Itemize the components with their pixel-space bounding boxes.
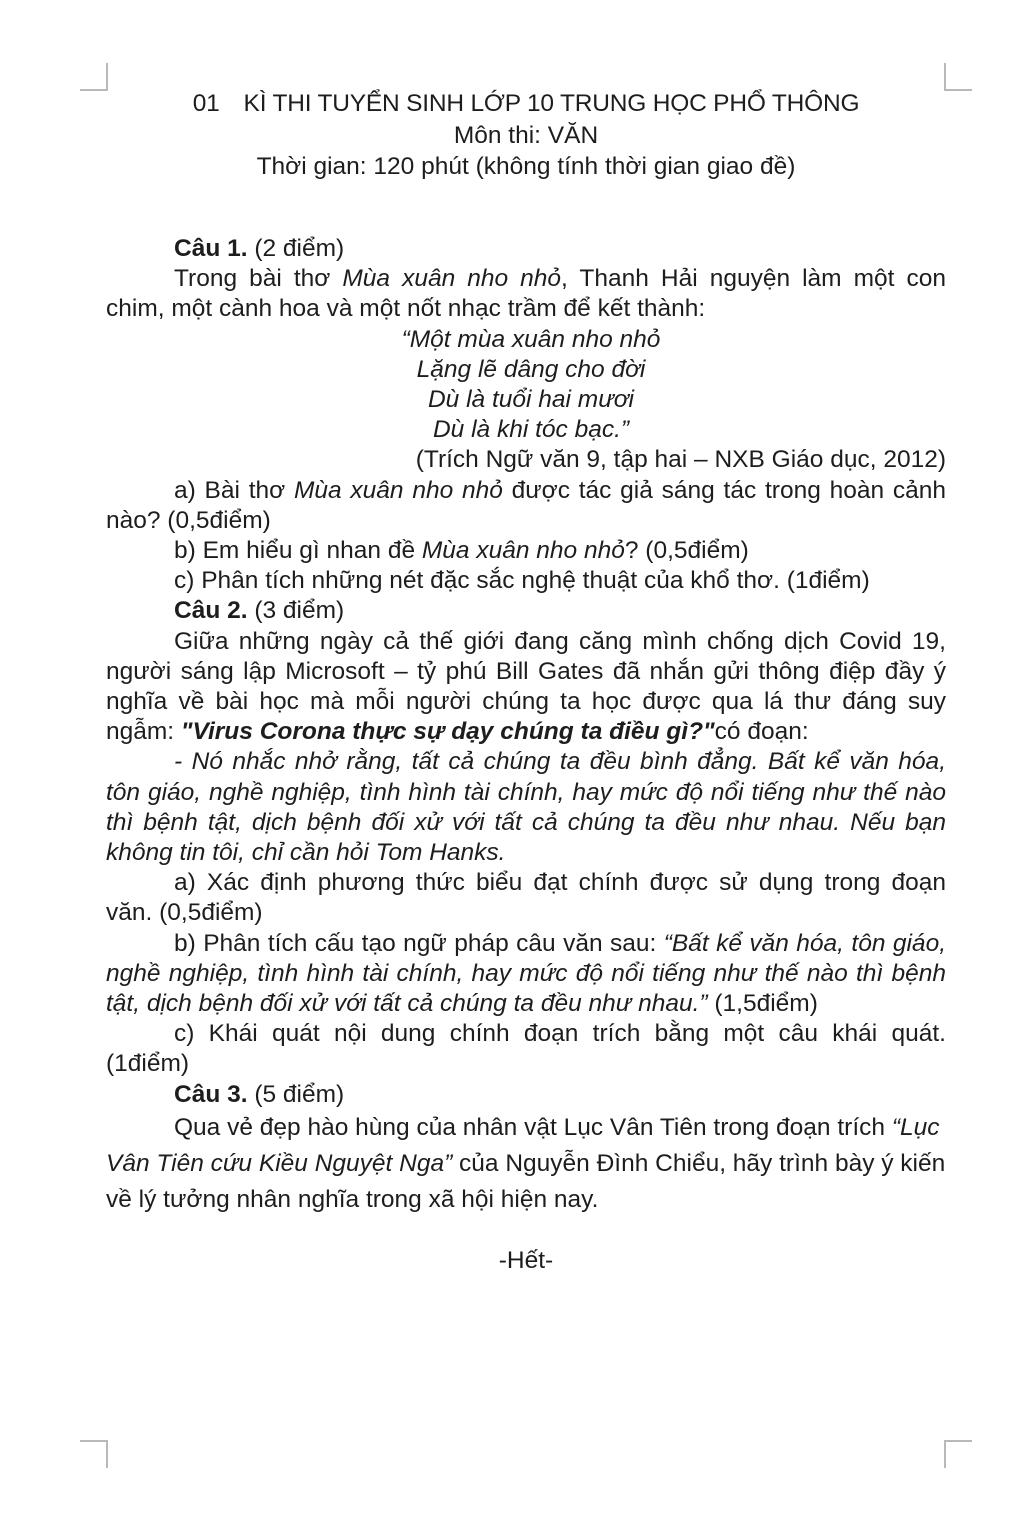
question-1-points: (2 điểm) (247, 235, 345, 262)
question-1b (106, 536, 946, 566)
question-3-text (106, 1110, 946, 1218)
exam-page (106, 88, 946, 1276)
question-2-points: (3 điểm) (247, 597, 345, 625)
exam-subject: Môn thi: VĂN (453, 122, 599, 149)
question-3-heading (106, 1080, 946, 1110)
exam-title-text: KÌ THI TUYỂN SINH LỚP 10 TRUNG HỌC PHỔ THÔNG (243, 90, 860, 117)
question-2c: c) Khái quát nội dung chính đoạn trích bằng một câu khái quát. (1điểm) (106, 1020, 946, 1078)
exam-title (106, 88, 946, 120)
question-1a (106, 476, 946, 536)
crop-mark-top-left (80, 63, 108, 91)
question-2 (106, 596, 946, 1079)
poem-line: Lặng lẽ dâng cho đời (416, 355, 646, 383)
exam-number: 01 (192, 90, 220, 117)
q3-text-title: “Lục Vân Tiên cứu Kiều Nguyệt Nga” (106, 1113, 940, 1177)
exam-header (106, 88, 946, 182)
q1a-post: được tác giả sáng tác trong hoàn cảnh nào? (0,5điểm) (106, 476, 946, 534)
q2-excerpt-text: - Nó nhắc nhở rằng, tất cả chúng ta đều bình đẳng. Bất kể văn hóa, tôn giáo, nghề nghiệp, tình hình tài chính, hay mức độ nổi tiếng như thế nào thì bệnh tật, dịch bệnh đối xử với tất cả chúng ta đều như nhau. Nếu bạn không tin tôi, chỉ cần hỏi Tom Hanks. (106, 748, 946, 867)
crop-mark-top-right (944, 63, 972, 91)
question-2a: a) Xác định phương thức biểu đạt chính được sử dụng trong đoạn văn. (0,5điểm) (106, 869, 946, 927)
question-3-points: (5 điểm) (247, 1080, 345, 1108)
question-2-excerpt (106, 747, 946, 868)
q2b-quote: “Bất kể văn hóa, tôn giáo, nghề nghiệp, tình hình tài chính, hay mức độ nổi tiếng như thế nào thì bệnh tật, dịch bệnh đối xử với tất cả chúng ta đều như nhau.” (106, 929, 946, 1018)
q1-intro-title: Mùa xuân nho nhỏ (342, 265, 562, 293)
exam-time: Thời gian: 120 phút (không tính thời gian giao đề) (256, 153, 796, 180)
q2-intro: Giữa những ngày cả thế giới đang căng mình chống dịch Covid 19, người sáng lập Microsoft – tỷ phú Bill Gates đã nhắn gửi thông điệp đầy ý nghĩa về bài học mà mỗi người chúng ta học được qua lá thư đáng suy ngẫm: (106, 627, 946, 746)
question-2-label: Câu 2. (174, 597, 248, 625)
question-1-heading (106, 234, 946, 264)
q1a-pre: a) Bài thơ (174, 476, 294, 504)
q3-text-b: của Nguyễn Đình Chiểu, hãy trình bày ý kiến về lý tưởng nhân nghĩa trong xã hội hiện nay. (106, 1149, 946, 1213)
q1-intro-a: Trong bài thơ (174, 265, 343, 293)
question-1 (106, 234, 946, 596)
q1b-title: Mùa xuân nho nhỏ (421, 537, 625, 565)
q1b-pre: b) Em hiểu gì nhan đề (174, 537, 422, 565)
question-2-heading (106, 596, 946, 626)
question-3 (106, 1080, 946, 1218)
question-3-label: Câu 3. (174, 1080, 248, 1108)
question-1c: c) Phân tích những nét đặc sắc nghệ thuật của khổ thơ. (1điểm) (174, 567, 870, 595)
question-1-intro (106, 264, 946, 324)
poem-source: (Trích Ngữ văn 9, tập hai – NXB Giáo dục, 2012) (415, 446, 946, 474)
q1a-title: Mùa xuân nho nhỏ (294, 476, 503, 504)
q1-intro-b: , Thanh Hải nguyện làm một con chim, một cành hoa và một nốt nhạc trầm để kết thành: (106, 265, 946, 323)
crop-mark-bottom-right (944, 1440, 972, 1468)
question-1-label: Câu 1. (174, 235, 248, 262)
q2-intro-end: có đoạn: (714, 718, 809, 746)
question-2-intro (106, 627, 946, 748)
q2b-post: (1,5điểm) (707, 990, 818, 1018)
q3-text-a: Qua vẻ đẹp hào hùng của nhân vật Lục Vân Tiên trong đoạn trích (174, 1113, 892, 1141)
poem-line: Dù là khi tóc bạc.” (432, 416, 630, 444)
poem-line: “Một mùa xuân nho nhỏ (401, 325, 661, 353)
end-marker: -Hết- (498, 1246, 554, 1274)
question-2b (106, 929, 946, 1020)
poem-line: Dù là tuổi hai mươi (427, 386, 634, 414)
q2-letter-title: "Virus Corona thực sự dạy chúng ta điều gì?" (180, 718, 715, 746)
crop-mark-bottom-left (80, 1440, 108, 1468)
poem-excerpt (106, 325, 946, 446)
q2b-pre: b) Phân tích cấu tạo ngữ pháp câu văn sau: (174, 929, 664, 957)
q1b-post: ? (0,5điểm) (624, 537, 749, 565)
